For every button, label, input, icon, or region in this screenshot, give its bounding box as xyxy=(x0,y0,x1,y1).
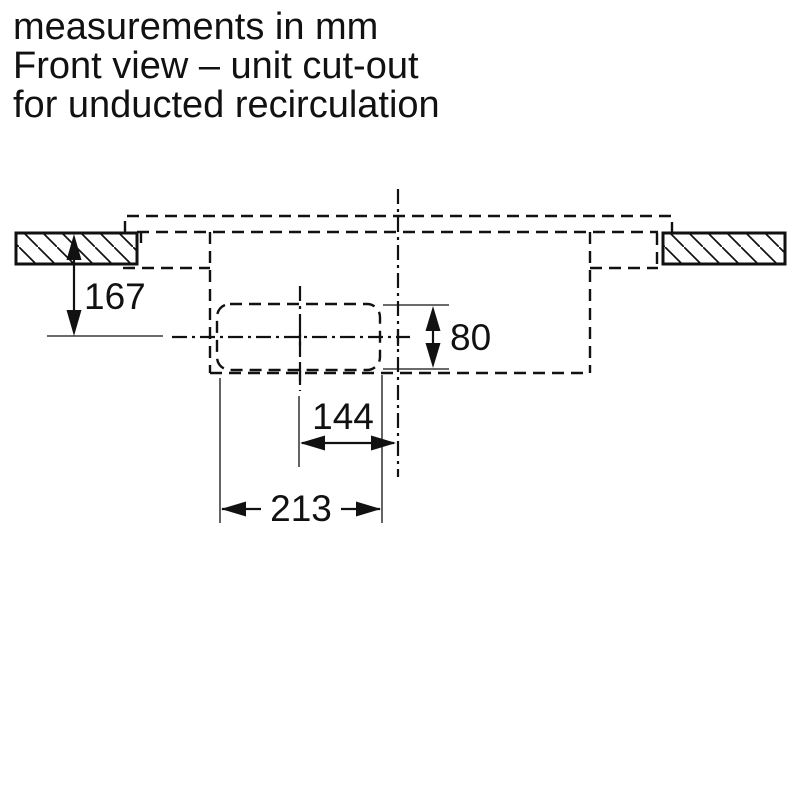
arrowhead-left xyxy=(300,436,325,451)
dim-213-label: 213 xyxy=(270,488,332,529)
arrowhead-down xyxy=(426,343,441,368)
arrowhead-up xyxy=(426,306,441,331)
dim-80-label: 80 xyxy=(450,317,492,358)
arrowhead-right xyxy=(371,436,396,451)
worktop-right-hatch xyxy=(663,233,785,264)
worktop-section-right xyxy=(663,233,785,264)
title-line-view: Front view – unit cut-out xyxy=(13,45,419,87)
dim-167-label: 167 xyxy=(84,276,146,317)
arrowhead-right xyxy=(356,502,381,517)
arrowhead-down xyxy=(67,310,82,336)
title-line-units: measurements in mm xyxy=(13,6,379,48)
dim-144-label: 144 xyxy=(312,396,374,437)
arrowhead-left xyxy=(221,502,246,517)
title-line-mode: for unducted recirculation xyxy=(13,84,440,126)
